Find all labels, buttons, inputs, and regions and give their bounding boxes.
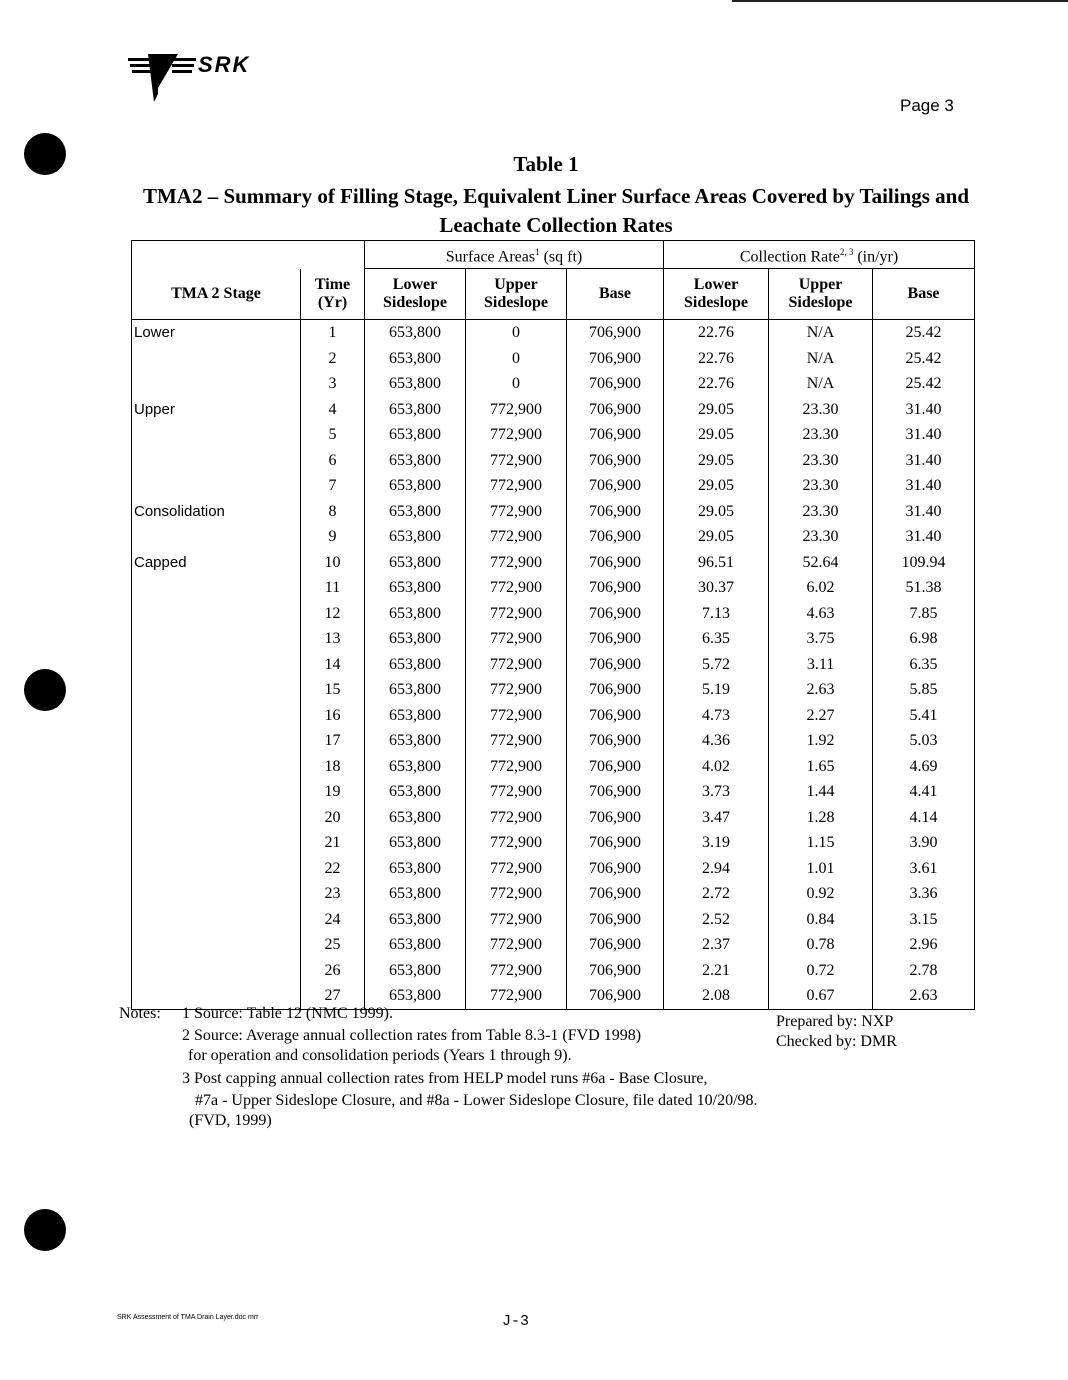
sa-base-cell: 706,900: [567, 652, 664, 678]
sa-base-cell: 706,900: [567, 856, 664, 882]
cr-base-cell: 31.40: [873, 448, 975, 474]
table-row: [132, 881, 975, 907]
sa-upper-cell: 772,900: [466, 958, 567, 984]
sa-base-cell: 706,900: [567, 703, 664, 729]
cr-base-cell: 5.85: [873, 677, 975, 703]
sa-base-cell: 706,900: [567, 830, 664, 856]
time-cell: 2: [301, 346, 365, 372]
sa-upper-cell: 0: [466, 346, 567, 372]
stage-cell: [132, 524, 301, 550]
cr-lower-cell: 2.52: [664, 907, 769, 933]
table-title-line2: Leachate Collection Rates: [439, 213, 673, 237]
binder-hole: [24, 669, 66, 711]
sa-upper-cell: 772,900: [466, 575, 567, 601]
sa-base-cell: 706,900: [567, 320, 664, 346]
sa-upper-cell: 772,900: [466, 473, 567, 499]
time-cell: 1: [301, 320, 365, 346]
cr-base-cell: 5.41: [873, 703, 975, 729]
sa-lower-cell: 653,800: [365, 881, 466, 907]
sa-lower-cell: 653,800: [365, 779, 466, 805]
col-header-cr-base: Base: [873, 269, 975, 320]
stage-cell: Capped: [132, 550, 301, 576]
sa-base-cell: 706,900: [567, 422, 664, 448]
col-header-line1: Lower: [392, 276, 438, 294]
sa-base-cell: 706,900: [567, 677, 664, 703]
note-3: 3 Post capping annual collection rates from HELP model runs #6a - Base Closure,: [182, 1070, 708, 1087]
sa-upper-cell: 772,900: [466, 677, 567, 703]
table-row: [132, 805, 975, 831]
sa-upper-cell: 772,900: [466, 550, 567, 576]
sa-base-cell: 706,900: [567, 983, 664, 1009]
binder-hole: [24, 1209, 66, 1251]
time-cell: 9: [301, 524, 365, 550]
surface-areas-group-header: [365, 241, 664, 269]
table-row: [132, 448, 975, 474]
cr-lower-cell: 29.05: [664, 422, 769, 448]
time-cell: 5: [301, 422, 365, 448]
sa-upper-cell: 772,900: [466, 881, 567, 907]
cr-base-cell: 25.42: [873, 320, 975, 346]
table-row: [132, 397, 975, 423]
cr-lower-cell: 2.21: [664, 958, 769, 984]
table-row: [132, 754, 975, 780]
stage-cell: [132, 856, 301, 882]
sa-base-cell: 706,900: [567, 601, 664, 627]
time-cell: 3: [301, 371, 365, 397]
sa-lower-cell: 653,800: [365, 652, 466, 678]
cr-lower-cell: 30.37: [664, 575, 769, 601]
sa-lower-cell: 653,800: [365, 805, 466, 831]
cr-upper-cell: 2.63: [769, 677, 873, 703]
time-cell: 20: [301, 805, 365, 831]
sa-upper-cell: 772,900: [466, 626, 567, 652]
cr-base-cell: 31.40: [873, 422, 975, 448]
sa-lower-cell: 653,800: [365, 575, 466, 601]
stage-cell: [132, 805, 301, 831]
time-cell: 27: [301, 983, 365, 1009]
sa-base-cell: 706,900: [567, 346, 664, 372]
table-row: [132, 371, 975, 397]
cr-upper-cell: 0.84: [769, 907, 873, 933]
time-cell: 14: [301, 652, 365, 678]
cr-upper-cell: 23.30: [769, 473, 873, 499]
sa-upper-cell: 772,900: [466, 703, 567, 729]
cr-lower-cell: 22.76: [664, 346, 769, 372]
time-cell: 18: [301, 754, 365, 780]
collection-rate-group-header: [664, 241, 975, 269]
cr-upper-cell: 0.92: [769, 881, 873, 907]
col-header-sa-base: Base: [567, 269, 664, 320]
time-cell: 22: [301, 856, 365, 882]
cr-base-cell: 7.85: [873, 601, 975, 627]
cr-upper-cell: 1.65: [769, 754, 873, 780]
sa-base-cell: 706,900: [567, 448, 664, 474]
sa-lower-cell: 653,800: [365, 830, 466, 856]
cr-base-cell: 31.40: [873, 397, 975, 423]
col-header-line2: Sideslope: [788, 294, 853, 312]
cr-base-cell: 3.15: [873, 907, 975, 933]
cr-base-cell: 6.98: [873, 626, 975, 652]
cr-lower-cell: 96.51: [664, 550, 769, 576]
col-header-line1: Upper: [494, 276, 538, 294]
stage-cell: [132, 703, 301, 729]
sa-upper-cell: 772,900: [466, 754, 567, 780]
sa-base-cell: 706,900: [567, 524, 664, 550]
table-row: [132, 856, 975, 882]
cr-lower-cell: 2.08: [664, 983, 769, 1009]
header-blank: [301, 241, 365, 269]
sa-lower-cell: 653,800: [365, 703, 466, 729]
sa-lower-cell: 653,800: [365, 983, 466, 1009]
cr-base-cell: 2.96: [873, 932, 975, 958]
stage-cell: [132, 575, 301, 601]
cr-lower-cell: 2.72: [664, 881, 769, 907]
cr-base-cell: 109.94: [873, 550, 975, 576]
col-header-time-line1: Time: [314, 276, 351, 294]
table-row: [132, 652, 975, 678]
sa-lower-cell: 653,800: [365, 473, 466, 499]
stage-cell: Lower: [132, 320, 301, 346]
sa-upper-cell: 772,900: [466, 601, 567, 627]
col-header-cr-upper: [769, 269, 873, 320]
time-cell: 24: [301, 907, 365, 933]
sa-base-cell: 706,900: [567, 907, 664, 933]
page-number-label: Page 3: [900, 96, 954, 115]
sa-upper-cell: 772,900: [466, 728, 567, 754]
sa-base-cell: 706,900: [567, 575, 664, 601]
cr-upper-cell: 0.72: [769, 958, 873, 984]
stage-cell: [132, 473, 301, 499]
sa-upper-cell: 772,900: [466, 397, 567, 423]
stage-cell: [132, 346, 301, 372]
stage-cell: [132, 422, 301, 448]
sa-base-cell: 706,900: [567, 550, 664, 576]
table-row: [132, 422, 975, 448]
time-cell: 10: [301, 550, 365, 576]
time-cell: 26: [301, 958, 365, 984]
col-header-stage: TMA 2 Stage: [132, 269, 301, 320]
cr-lower-cell: 29.05: [664, 397, 769, 423]
sa-lower-cell: 653,800: [365, 601, 466, 627]
sa-upper-cell: 0: [466, 320, 567, 346]
col-header-time-line2: (Yr): [317, 294, 348, 312]
table-row: [132, 499, 975, 525]
sa-lower-cell: 653,800: [365, 346, 466, 372]
stage-cell: [132, 779, 301, 805]
cr-base-cell: 25.42: [873, 371, 975, 397]
table-body: [132, 320, 975, 1010]
time-cell: 15: [301, 677, 365, 703]
sa-lower-cell: 653,800: [365, 907, 466, 933]
sa-upper-cell: 772,900: [466, 448, 567, 474]
cr-lower-cell: 5.72: [664, 652, 769, 678]
cr-lower-cell: 3.47: [664, 805, 769, 831]
table-row: [132, 320, 975, 346]
collection-rate-label: Collection Rate: [739, 248, 840, 266]
time-cell: 6: [301, 448, 365, 474]
footer-file-name: SRK Assessment of TMA Drain Layer.doc mrr: [117, 1314, 259, 1321]
time-cell: 12: [301, 601, 365, 627]
sa-upper-cell: 772,900: [466, 830, 567, 856]
cr-base-cell: 3.36: [873, 881, 975, 907]
cr-lower-cell: 29.05: [664, 473, 769, 499]
stage-cell: [132, 958, 301, 984]
note-3-citation: (FVD, 1999): [189, 1112, 272, 1129]
table-row: [132, 473, 975, 499]
cr-base-cell: 51.38: [873, 575, 975, 601]
sa-upper-cell: 772,900: [466, 422, 567, 448]
cr-base-cell: 31.40: [873, 473, 975, 499]
stage-cell: [132, 652, 301, 678]
cr-base-cell: 2.63: [873, 983, 975, 1009]
cr-upper-cell: 23.30: [769, 422, 873, 448]
summary-table: [131, 240, 975, 1010]
time-cell: 4: [301, 397, 365, 423]
cr-upper-cell: 23.30: [769, 499, 873, 525]
cr-upper-cell: 1.01: [769, 856, 873, 882]
cr-lower-cell: 22.76: [664, 371, 769, 397]
time-cell: 21: [301, 830, 365, 856]
cr-lower-cell: 3.73: [664, 779, 769, 805]
stage-cell: [132, 371, 301, 397]
cr-base-cell: 31.40: [873, 524, 975, 550]
sa-lower-cell: 653,800: [365, 958, 466, 984]
sa-lower-cell: 653,800: [365, 728, 466, 754]
checked-by: Checked by: DMR: [776, 1033, 897, 1050]
cr-base-cell: 25.42: [873, 346, 975, 372]
table-row: [132, 728, 975, 754]
sa-upper-cell: 772,900: [466, 932, 567, 958]
cr-lower-cell: 29.05: [664, 448, 769, 474]
sa-upper-cell: 772,900: [466, 907, 567, 933]
table-row: [132, 524, 975, 550]
sa-base-cell: 706,900: [567, 499, 664, 525]
cr-lower-cell: 3.19: [664, 830, 769, 856]
table-row: [132, 550, 975, 576]
cr-upper-cell: 4.63: [769, 601, 873, 627]
time-cell: 16: [301, 703, 365, 729]
stage-cell: [132, 932, 301, 958]
sign-off-block: [776, 1012, 897, 1052]
sa-lower-cell: 653,800: [365, 448, 466, 474]
prepared-by: Prepared by: NXP: [776, 1013, 894, 1030]
cr-upper-cell: 52.64: [769, 550, 873, 576]
stage-cell: [132, 626, 301, 652]
col-header-sa-upper: [466, 269, 567, 320]
sa-lower-cell: 653,800: [365, 371, 466, 397]
notes-label: Notes:: [119, 1005, 161, 1022]
time-cell: 19: [301, 779, 365, 805]
stage-cell: [132, 881, 301, 907]
cr-upper-cell: N/A: [769, 320, 873, 346]
sa-base-cell: 706,900: [567, 371, 664, 397]
sa-upper-cell: 772,900: [466, 652, 567, 678]
collection-rate-unit: (in/yr): [853, 248, 899, 266]
time-cell: 7: [301, 473, 365, 499]
col-header-line1: Lower: [693, 276, 739, 294]
sa-lower-cell: 653,800: [365, 932, 466, 958]
table-row: [132, 346, 975, 372]
stage-cell: [132, 448, 301, 474]
sa-base-cell: 706,900: [567, 728, 664, 754]
collection-rate-footnote: 2, 3: [839, 247, 854, 257]
cr-upper-cell: 23.30: [769, 397, 873, 423]
table-row: [132, 575, 975, 601]
cr-base-cell: 31.40: [873, 499, 975, 525]
time-cell: 17: [301, 728, 365, 754]
sa-base-cell: 706,900: [567, 958, 664, 984]
sa-base-cell: 706,900: [567, 754, 664, 780]
stage-cell: [132, 830, 301, 856]
sa-lower-cell: 653,800: [365, 422, 466, 448]
logo-text: SRK: [198, 52, 251, 77]
sa-base-cell: 706,900: [567, 805, 664, 831]
note-2: 2 Source: Average annual collection rates from Table 8.3-1 (FVD 1998): [182, 1027, 642, 1044]
sa-lower-cell: 653,800: [365, 677, 466, 703]
cr-upper-cell: 1.28: [769, 805, 873, 831]
sa-lower-cell: 653,800: [365, 320, 466, 346]
note-2-continued: for operation and consolidation periods (Years 1 through 9).: [188, 1047, 572, 1064]
time-cell: 8: [301, 499, 365, 525]
surface-areas-unit: (sq ft): [539, 248, 583, 266]
sa-base-cell: 706,900: [567, 881, 664, 907]
srk-logo: [128, 44, 278, 104]
sa-base-cell: 706,900: [567, 932, 664, 958]
table-row: [132, 601, 975, 627]
cr-upper-cell: 0.78: [769, 932, 873, 958]
sa-base-cell: 706,900: [567, 397, 664, 423]
time-cell: 11: [301, 575, 365, 601]
table-title-line1: TMA2 – Summary of Filling Stage, Equivalent Liner Surface Areas Covered by Tailings and: [142, 184, 970, 208]
note-1: 1 Source: Table 12 (NMC 1999).: [182, 1005, 393, 1022]
sa-lower-cell: 653,800: [365, 856, 466, 882]
sa-lower-cell: 653,800: [365, 397, 466, 423]
cr-base-cell: 6.35: [873, 652, 975, 678]
cr-lower-cell: 29.05: [664, 524, 769, 550]
sa-base-cell: 706,900: [567, 779, 664, 805]
table-row: [132, 779, 975, 805]
cr-base-cell: 4.69: [873, 754, 975, 780]
sa-upper-cell: 772,900: [466, 856, 567, 882]
cr-lower-cell: 22.76: [664, 320, 769, 346]
table-row: [132, 677, 975, 703]
cr-lower-cell: 7.13: [664, 601, 769, 627]
col-header-line2: Sideslope: [382, 294, 447, 312]
stage-cell: Consolidation: [132, 499, 301, 525]
table-row: [132, 626, 975, 652]
top-edge-line: [732, 0, 1068, 2]
sa-lower-cell: 653,800: [365, 550, 466, 576]
table-row: [132, 932, 975, 958]
table-row: [132, 703, 975, 729]
table-row: [132, 958, 975, 984]
col-header-time: [301, 269, 365, 320]
surface-areas-label: Surface Areas: [445, 248, 536, 266]
cr-lower-cell: 4.73: [664, 703, 769, 729]
stage-cell: [132, 728, 301, 754]
sa-lower-cell: 653,800: [365, 754, 466, 780]
cr-base-cell: 4.41: [873, 779, 975, 805]
stage-cell: Upper: [132, 397, 301, 423]
header-blank: [132, 241, 301, 269]
cr-lower-cell: 6.35: [664, 626, 769, 652]
sa-upper-cell: 772,900: [466, 983, 567, 1009]
table-row: [132, 907, 975, 933]
sa-upper-cell: 772,900: [466, 779, 567, 805]
cr-upper-cell: 6.02: [769, 575, 873, 601]
cr-upper-cell: N/A: [769, 346, 873, 372]
sa-base-cell: 706,900: [567, 626, 664, 652]
cr-lower-cell: 2.94: [664, 856, 769, 882]
cr-upper-cell: 3.11: [769, 652, 873, 678]
stage-cell: [132, 907, 301, 933]
cr-base-cell: 5.03: [873, 728, 975, 754]
time-cell: 23: [301, 881, 365, 907]
sa-lower-cell: 653,800: [365, 524, 466, 550]
sa-lower-cell: 653,800: [365, 626, 466, 652]
cr-upper-cell: 23.30: [769, 524, 873, 550]
sa-upper-cell: 772,900: [466, 524, 567, 550]
sa-upper-cell: 0: [466, 371, 567, 397]
col-header-line2: Sideslope: [483, 294, 548, 312]
col-header-sa-lower: [365, 269, 466, 320]
cr-base-cell: 4.14: [873, 805, 975, 831]
stage-cell: [132, 601, 301, 627]
cr-lower-cell: 4.36: [664, 728, 769, 754]
cr-upper-cell: 2.27: [769, 703, 873, 729]
stage-cell: [132, 754, 301, 780]
cr-upper-cell: 23.30: [769, 448, 873, 474]
stage-cell: [132, 677, 301, 703]
sa-upper-cell: 772,900: [466, 805, 567, 831]
time-cell: 25: [301, 932, 365, 958]
cr-upper-cell: 3.75: [769, 626, 873, 652]
col-header-line2: Sideslope: [684, 294, 749, 312]
cr-base-cell: 3.90: [873, 830, 975, 856]
cr-upper-cell: 0.67: [769, 983, 873, 1009]
cr-base-cell: 3.61: [873, 856, 975, 882]
table-number: Table 1: [513, 152, 579, 176]
cr-upper-cell: 1.15: [769, 830, 873, 856]
table-row: [132, 830, 975, 856]
cr-upper-cell: 1.44: [769, 779, 873, 805]
cr-upper-cell: N/A: [769, 371, 873, 397]
time-cell: 13: [301, 626, 365, 652]
cr-lower-cell: 2.37: [664, 932, 769, 958]
cr-upper-cell: 1.92: [769, 728, 873, 754]
sa-base-cell: 706,900: [567, 473, 664, 499]
cr-base-cell: 2.78: [873, 958, 975, 984]
cr-lower-cell: 4.02: [664, 754, 769, 780]
sa-lower-cell: 653,800: [365, 499, 466, 525]
col-header-line1: Upper: [798, 276, 843, 294]
col-header-cr-lower: [664, 269, 769, 320]
cr-lower-cell: 5.19: [664, 677, 769, 703]
surface-areas-footnote: 1: [535, 247, 540, 257]
note-3-continued: #7a - Upper Sideslope Closure, and #8a - Lower Sideslope Closure, file dated 10/20/98.: [195, 1092, 758, 1109]
sa-upper-cell: 772,900: [466, 499, 567, 525]
footer-page-code: J-3: [502, 1313, 530, 1330]
cr-lower-cell: 29.05: [664, 499, 769, 525]
